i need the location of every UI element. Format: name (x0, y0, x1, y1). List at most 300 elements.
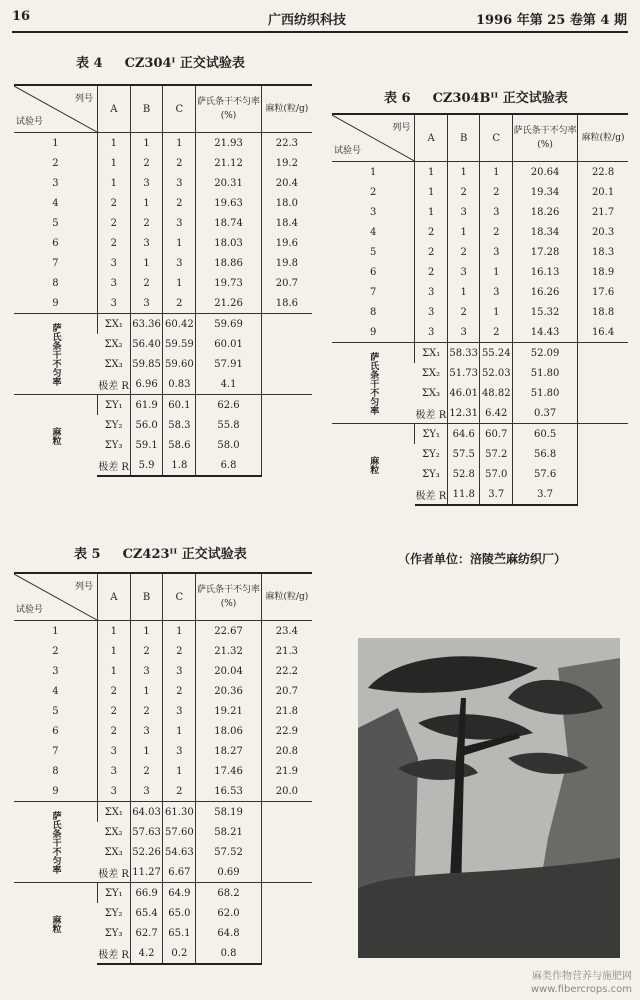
table-row (332, 202, 628, 222)
sum-cell: 57.0 (480, 464, 513, 484)
table-cell: 21.26 (196, 293, 262, 314)
table-cell: 1 (480, 162, 513, 183)
table-cell: 23.4 (261, 621, 312, 642)
blank-cell (261, 802, 312, 883)
sum-cell: 62.6 (196, 395, 262, 416)
table-row (14, 661, 312, 681)
table-cell: 1 (447, 222, 480, 242)
sum-cell: 11.8 (447, 484, 480, 505)
table-cell: 20.1 (578, 182, 628, 202)
table-cell: 16.26 (513, 282, 578, 302)
table-cell: 17.46 (196, 761, 262, 781)
table-cell: 2 (163, 681, 196, 701)
sum-cell: 52.8 (447, 464, 480, 484)
table-cell: 2 (97, 681, 130, 701)
sum-label: ΣY₃ (104, 927, 123, 939)
sum-cell: 60.5 (513, 424, 578, 445)
table-cell: 19.73 (196, 273, 262, 293)
sum-cell: 46.01 (447, 383, 480, 403)
sum-cell: 59.59 (163, 334, 196, 354)
table-cell: 3 (163, 253, 196, 273)
group-label: 麻粒 (332, 424, 415, 506)
trial-number: 3 (52, 177, 59, 189)
sum-cell: 55.24 (480, 343, 513, 364)
sum-cell: 0.37 (513, 403, 578, 424)
sum-cell: 62.7 (130, 923, 163, 943)
table-cell: 17.28 (513, 242, 578, 262)
summary-row (14, 802, 312, 823)
trial-number: 8 (370, 306, 377, 318)
factor-header: B (130, 573, 163, 621)
table-row (14, 701, 312, 721)
table-cell: 1 (480, 262, 513, 282)
page-header (0, 0, 640, 28)
sum-cell: 52.26 (130, 842, 163, 862)
sum-cell: 66.9 (130, 883, 163, 904)
table-row (14, 641, 312, 661)
table-cell: 1 (163, 133, 196, 154)
table-row (332, 242, 628, 262)
table-cell: 2 (130, 153, 163, 173)
trial-number: 7 (52, 257, 59, 269)
factor-header: A (415, 114, 448, 162)
sum-cell: 57.52 (196, 842, 262, 862)
sum-label: ΣX₃ (421, 387, 441, 399)
table-cell: 3 (130, 173, 163, 193)
sum-cell: 51.80 (513, 383, 578, 403)
table-5 (14, 572, 312, 965)
table-6 (332, 113, 628, 506)
factor-header: C (480, 114, 513, 162)
factor-header: A (97, 573, 130, 621)
sum-cell: 57.60 (163, 822, 196, 842)
sum-cell: 52.03 (480, 363, 513, 383)
table-cell: 20.04 (196, 661, 262, 681)
sum-cell: 6.42 (480, 403, 513, 424)
sum-label: 极差 R (98, 380, 129, 392)
blank-cell (261, 395, 312, 477)
trial-number: 7 (370, 286, 377, 298)
sum-label: ΣX₁ (415, 343, 448, 364)
table-cell: 20.36 (196, 681, 262, 701)
table-cell: 3 (97, 781, 130, 802)
sum-cell: 6.8 (196, 455, 262, 476)
table-cell: 3 (415, 322, 448, 343)
table-cell: 3 (163, 741, 196, 761)
sum-label: ΣY₂ (104, 907, 123, 919)
diagonal-header-cell (14, 85, 97, 133)
table-cell: 3 (97, 273, 130, 293)
sum-cell: 60.42 (163, 314, 196, 335)
summary-row (14, 883, 312, 904)
table-cell: 2 (130, 761, 163, 781)
sum-cell: 57.2 (480, 444, 513, 464)
table-cell: 1 (130, 621, 163, 642)
table-cell: 18.0 (261, 193, 312, 213)
table-cell: 16.13 (513, 262, 578, 282)
trial-number: 1 (14, 621, 97, 642)
table-row (332, 222, 628, 242)
trial-number: 6 (52, 237, 59, 249)
sum-label: ΣX₁ (97, 314, 130, 335)
trial-number: 5 (52, 705, 59, 717)
table-cell: 1 (130, 253, 163, 273)
table-cell: 20.0 (261, 781, 312, 802)
table-cell: 2 (163, 781, 196, 802)
table-cell: 14.43 (513, 322, 578, 343)
table6-caption (384, 87, 568, 106)
summary-row (332, 343, 628, 364)
trial-number: 5 (370, 246, 377, 258)
sum-cell: 48.82 (480, 383, 513, 403)
table-cell: 1 (163, 233, 196, 253)
table-row (332, 322, 628, 343)
watermark-line2: www.fibercrops.com (530, 984, 632, 995)
table-cell: 2 (163, 193, 196, 213)
sum-cell: 64.6 (447, 424, 480, 445)
table-cell: 21.3 (261, 641, 312, 661)
sum-cell: 55.8 (196, 415, 262, 435)
sum-label: 极差 R (98, 868, 129, 880)
table-cell: 18.9 (578, 262, 628, 282)
diagonal-header-cell (14, 573, 97, 621)
table-cell: 20.31 (196, 173, 262, 193)
table-cell: 1 (163, 621, 196, 642)
group-label: 萨氏条干不匀率 (332, 343, 415, 424)
table-cell: 20.7 (261, 273, 312, 293)
summary-row (14, 395, 312, 416)
trial-number-label: 试验号 (334, 146, 362, 156)
table-cell: 20.8 (261, 741, 312, 761)
table4-title: CZ304ᴵ 正交试验表 (124, 56, 245, 71)
table-cell: 21.93 (196, 133, 262, 154)
sum-cell: 0.69 (196, 862, 262, 883)
table-row (14, 233, 312, 253)
neps-header: 麻粒(粒/g) (578, 114, 628, 162)
table-cell: 21.12 (196, 153, 262, 173)
photo-illustration (358, 638, 620, 958)
table-cell: 2 (97, 721, 130, 741)
table-row (14, 213, 312, 233)
table-cell: 2 (480, 182, 513, 202)
sum-cell: 60.01 (196, 334, 262, 354)
table-row (14, 621, 312, 642)
trial-number: 5 (52, 217, 59, 229)
table-cell: 19.6 (261, 233, 312, 253)
table-cell: 3 (130, 721, 163, 741)
table6-title: CZ304Bᴵᴵ 正交试验表 (432, 91, 568, 106)
table-row (14, 253, 312, 273)
table6-label: 表 6 (384, 91, 411, 106)
author-affiliation: （作者单位：涪陵苎麻纺织厂） (398, 552, 567, 566)
table-cell: 18.6 (261, 293, 312, 314)
trial-number: 9 (52, 785, 59, 797)
table-cell: 2 (163, 153, 196, 173)
table-row (14, 273, 312, 293)
table-cell: 22.8 (578, 162, 628, 183)
evenness-header: 萨氏条干不匀率(%) (196, 573, 262, 621)
evenness-header: 萨氏条干不匀率(%) (196, 85, 262, 133)
trial-number: 6 (370, 266, 377, 278)
table4-caption (76, 52, 245, 71)
table-row (14, 721, 312, 741)
table-cell: 18.06 (196, 721, 262, 741)
table-cell: 22.67 (196, 621, 262, 642)
journal-name: 广西纺织科技 (268, 13, 347, 28)
sum-cell: 57.63 (130, 822, 163, 842)
sum-cell: 62.0 (196, 903, 262, 923)
sum-cell: 59.1 (130, 435, 163, 455)
group-label: 麻粒 (14, 395, 97, 477)
table-cell: 19.34 (513, 182, 578, 202)
table-cell: 2 (415, 262, 448, 282)
table-cell: 20.64 (513, 162, 578, 183)
table-cell: 19.63 (196, 193, 262, 213)
table-cell: 3 (163, 173, 196, 193)
table-cell: 2 (130, 641, 163, 661)
table-row (14, 781, 312, 802)
table-cell: 1 (415, 162, 448, 183)
sum-label: ΣY₁ (415, 424, 448, 445)
sum-cell: 1.8 (163, 455, 196, 476)
table-cell: 1 (97, 661, 130, 681)
table-row (332, 162, 628, 183)
trial-number: 6 (52, 725, 59, 737)
table-cell: 15.32 (513, 302, 578, 322)
sum-cell: 59.69 (196, 314, 262, 335)
sum-cell: 51.80 (513, 363, 578, 383)
trial-number: 3 (52, 665, 59, 677)
table-cell: 1 (415, 202, 448, 222)
table5-label: 表 5 (74, 547, 101, 562)
table-cell: 1 (97, 153, 130, 173)
table-cell: 2 (415, 242, 448, 262)
table-cell: 3 (130, 661, 163, 681)
table4-label: 表 4 (76, 56, 103, 71)
blank-cell (261, 314, 312, 395)
table-cell: 18.74 (196, 213, 262, 233)
sum-cell: 58.19 (196, 802, 262, 823)
sum-label: 极差 R (97, 943, 130, 964)
table-cell: 17.6 (578, 282, 628, 302)
table-row (14, 293, 312, 314)
table-cell: 20.7 (261, 681, 312, 701)
column-number-label: 列号 (392, 123, 411, 133)
table-cell: 18.03 (196, 233, 262, 253)
sum-label: ΣX₁ (97, 802, 130, 823)
sum-cell: 51.73 (447, 363, 480, 383)
sum-cell: 64.03 (130, 802, 163, 823)
table-cell: 22.2 (261, 661, 312, 681)
table-cell: 1 (447, 162, 480, 183)
sum-cell: 57.6 (513, 464, 578, 484)
table-cell: 21.7 (578, 202, 628, 222)
blank-cell (578, 343, 628, 424)
table-cell: 2 (447, 302, 480, 322)
watermark (531, 970, 632, 996)
table-cell: 1 (415, 182, 448, 202)
sum-cell: 58.21 (196, 822, 262, 842)
table-cell: 16.53 (196, 781, 262, 802)
factor-header: A (97, 85, 130, 133)
table-cell: 2 (480, 322, 513, 343)
table-cell: 1 (163, 761, 196, 781)
table-cell: 2 (130, 213, 163, 233)
table-cell: 2 (163, 641, 196, 661)
sum-cell: 61.9 (130, 395, 163, 416)
table-row (14, 193, 312, 213)
sum-cell: 4.1 (196, 374, 262, 395)
sum-label: ΣY₂ (422, 448, 440, 460)
sum-cell: 54.63 (163, 842, 196, 862)
table-row (332, 302, 628, 322)
sum-label: 极差 R (97, 455, 130, 476)
table-cell: 1 (130, 193, 163, 213)
table-cell: 2 (415, 222, 448, 242)
table-cell: 3 (163, 213, 196, 233)
sum-cell: 6.96 (130, 374, 163, 395)
sum-cell: 56.40 (130, 334, 163, 354)
group-label: 麻粒 (14, 883, 97, 965)
group-label: 萨氏条干不匀率 (14, 802, 97, 883)
table-cell: 20.3 (578, 222, 628, 242)
sum-cell: 65.1 (163, 923, 196, 943)
sum-cell: 6.67 (163, 862, 196, 883)
column-number-label: 列号 (74, 94, 93, 104)
table-cell: 3 (130, 293, 163, 314)
table-cell: 19.8 (261, 253, 312, 273)
blank-cell (578, 424, 628, 506)
sum-cell: 58.0 (196, 435, 262, 455)
table-row (332, 262, 628, 282)
sum-label: ΣX₃ (104, 846, 123, 858)
sum-label: ΣX₂ (104, 338, 123, 350)
table-cell: 18.8 (578, 302, 628, 322)
table-cell: 19.21 (196, 701, 262, 721)
sum-cell: 56.0 (130, 415, 163, 435)
trial-number: 7 (52, 745, 59, 757)
table-cell: 2 (97, 193, 130, 213)
column-number-label: 列号 (74, 582, 93, 592)
table-cell: 3 (130, 233, 163, 253)
neps-header: 麻粒(粒/g) (261, 85, 312, 133)
trial-number-label: 试验号 (16, 605, 44, 615)
table-cell: 2 (97, 701, 130, 721)
sum-cell: 5.9 (130, 455, 163, 476)
trial-number: 1 (332, 162, 415, 183)
table-cell: 1 (163, 721, 196, 741)
table-cell: 16.4 (578, 322, 628, 343)
trial-number: 1 (14, 133, 97, 154)
sum-cell: 63.36 (130, 314, 163, 335)
sum-cell: 0.83 (163, 374, 196, 395)
table-cell: 1 (130, 741, 163, 761)
table-cell: 1 (97, 621, 130, 642)
table-cell: 18.3 (578, 242, 628, 262)
factor-header: B (447, 114, 480, 162)
trial-number: 2 (52, 157, 59, 169)
table-cell: 3 (163, 661, 196, 681)
sum-cell: 11.27 (130, 862, 163, 883)
sum-cell: 58.3 (163, 415, 196, 435)
table-cell: 22.9 (261, 721, 312, 741)
table-cell: 3 (97, 741, 130, 761)
trial-number: 8 (52, 277, 59, 289)
table-cell: 3 (447, 322, 480, 343)
table-row (14, 153, 312, 173)
table-cell: 2 (130, 273, 163, 293)
sum-cell: 59.60 (163, 354, 196, 374)
table-cell: 1 (480, 302, 513, 322)
table-row (14, 741, 312, 761)
table-cell: 3 (447, 202, 480, 222)
sum-label: ΣY₁ (97, 883, 130, 904)
sum-cell: 57.5 (447, 444, 480, 464)
table-cell: 2 (480, 222, 513, 242)
sum-cell: 65.4 (130, 903, 163, 923)
trial-number: 8 (52, 765, 59, 777)
sum-cell: 0.8 (196, 943, 262, 964)
table-cell: 3 (480, 242, 513, 262)
trial-number: 4 (52, 685, 59, 697)
table-cell: 3 (130, 781, 163, 802)
table-cell: 2 (97, 233, 130, 253)
sum-cell: 12.31 (447, 403, 480, 424)
table-cell: 3 (97, 253, 130, 273)
sum-label: ΣY₃ (422, 468, 440, 480)
sum-cell: 58.6 (163, 435, 196, 455)
sum-label: ΣX₂ (421, 367, 441, 379)
trial-number: 4 (370, 226, 377, 238)
summary-row (332, 424, 628, 445)
trial-number: 4 (52, 197, 59, 209)
trial-number: 2 (370, 186, 377, 198)
table-cell: 3 (163, 701, 196, 721)
table-cell: 3 (415, 302, 448, 322)
table-cell: 18.34 (513, 222, 578, 242)
table-cell: 1 (130, 133, 163, 154)
sum-label: ΣY₂ (104, 419, 123, 431)
table-4 (14, 84, 312, 477)
sum-label: ΣX₃ (104, 358, 123, 370)
sum-cell: 65.0 (163, 903, 196, 923)
sum-cell: 57.91 (196, 354, 262, 374)
table-cell: 2 (447, 242, 480, 262)
table-cell: 3 (480, 282, 513, 302)
page-number: 16 (12, 9, 31, 24)
table-cell: 2 (97, 213, 130, 233)
table-cell: 18.26 (513, 202, 578, 222)
table-cell: 3 (480, 202, 513, 222)
table-row (332, 182, 628, 202)
group-label: 萨氏条干不匀率 (14, 314, 97, 395)
table-cell: 21.8 (261, 701, 312, 721)
table-cell: 3 (97, 293, 130, 314)
table-cell: 18.86 (196, 253, 262, 273)
table-cell: 1 (97, 641, 130, 661)
evenness-header: 萨氏条干不匀率(%) (513, 114, 578, 162)
sum-cell: 64.9 (163, 883, 196, 904)
table-cell: 1 (130, 681, 163, 701)
table-cell: 1 (163, 273, 196, 293)
trial-number-label: 试验号 (16, 117, 44, 127)
table-row (332, 282, 628, 302)
header-rule (12, 31, 628, 33)
table-cell: 21.32 (196, 641, 262, 661)
watermark-line1: 麻类作物营养与施肥网 (532, 971, 632, 982)
sum-cell: 0.2 (163, 943, 196, 964)
table-cell: 1 (97, 173, 130, 193)
